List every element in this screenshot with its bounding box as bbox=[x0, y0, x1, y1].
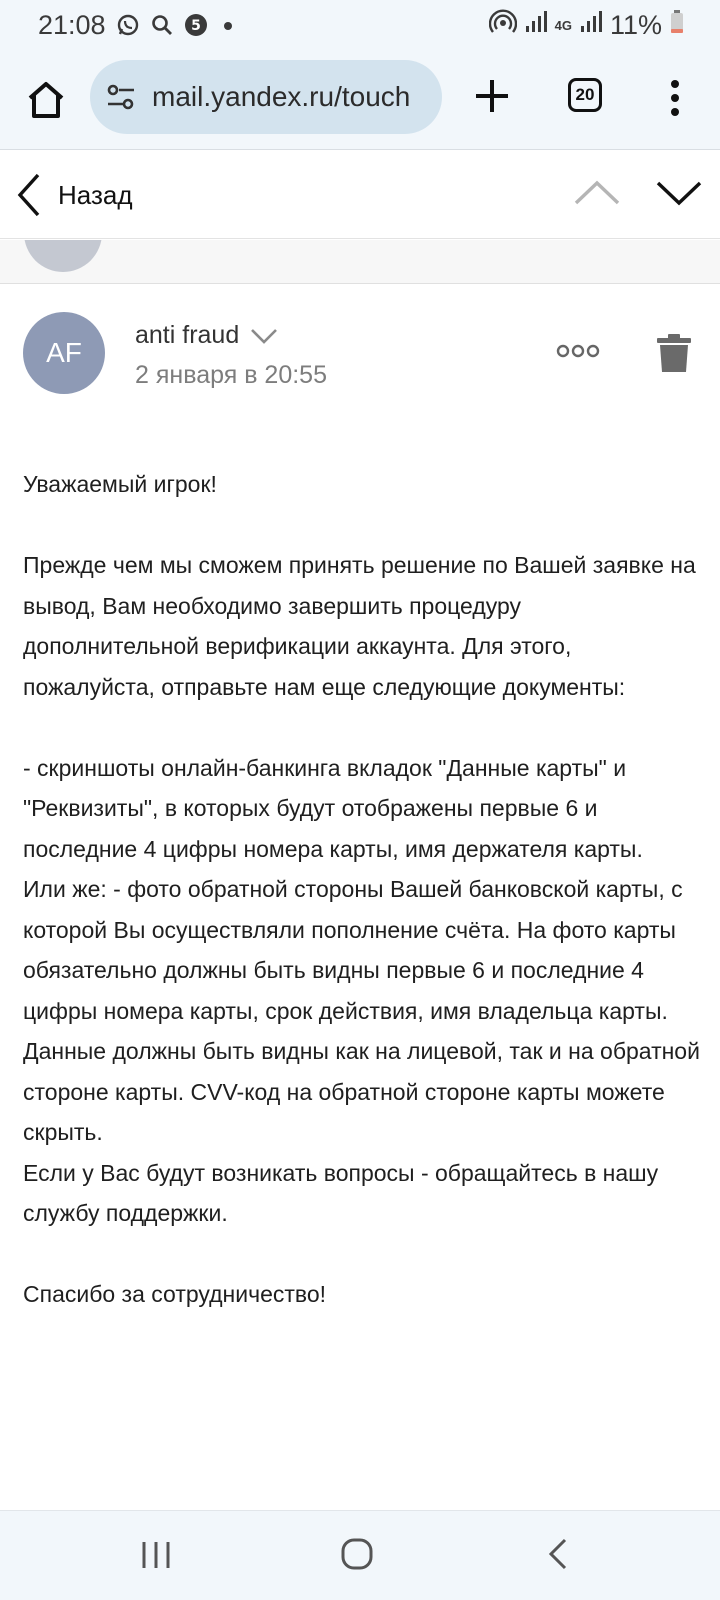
message-body bbox=[23, 464, 703, 1315]
tab-count: 20 bbox=[575, 85, 595, 104]
chevron-down-icon bbox=[654, 173, 704, 213]
sender-name: anti fraud bbox=[135, 321, 240, 349]
sender-name-toggle[interactable] bbox=[135, 321, 279, 350]
home-circle-icon bbox=[340, 1537, 374, 1571]
five-badge-icon bbox=[184, 13, 208, 37]
message-actions-button[interactable] bbox=[556, 343, 600, 359]
svg-text:5: 5 bbox=[190, 18, 201, 34]
previous-message-preview[interactable] bbox=[0, 240, 720, 284]
recents-button[interactable] bbox=[140, 1539, 172, 1571]
sender-row bbox=[0, 285, 720, 415]
next-message-button[interactable] bbox=[654, 173, 704, 213]
status-bar bbox=[0, 0, 720, 50]
tab-switcher-button[interactable] bbox=[568, 78, 602, 112]
home-button[interactable] bbox=[22, 76, 70, 124]
avatar[interactable] bbox=[23, 312, 105, 394]
body-paragraph: Спасибо за сотрудничество! bbox=[23, 1281, 327, 1307]
search-icon bbox=[150, 13, 174, 37]
back-button[interactable] bbox=[14, 167, 133, 223]
signal-icon-2 bbox=[580, 10, 602, 41]
dot-icon bbox=[218, 13, 238, 37]
url-text[interactable]: mail.yandex.ru/touch bbox=[152, 81, 411, 112]
browser-toolbar bbox=[0, 50, 720, 150]
system-back-button[interactable] bbox=[546, 1537, 570, 1571]
system-navigation-bar bbox=[0, 1510, 720, 1600]
system-home-button[interactable] bbox=[340, 1537, 374, 1571]
body-paragraph: Прежде чем мы сможем принять решение по Вашей заявке на вывод, Вам необходимо завершить процедуру дополнительной верификации аккаунта. Для этого, пожалуйста, отправьте нам еще следующие документы: bbox=[23, 552, 696, 700]
battery-icon bbox=[670, 10, 684, 41]
delete-button[interactable] bbox=[656, 333, 692, 373]
hotspot-icon bbox=[489, 9, 517, 42]
body-paragraph: Если у Вас будут возникать вопросы - обращайтесь в нашу службу поддержки. bbox=[23, 1159, 659, 1226]
mail-header bbox=[0, 151, 720, 239]
body-spacer bbox=[23, 707, 703, 748]
chevron-down-icon bbox=[249, 327, 279, 345]
plus-icon bbox=[470, 74, 514, 118]
status-time: 21:08 bbox=[38, 9, 106, 40]
back-arrow-icon bbox=[546, 1537, 570, 1571]
recents-icon bbox=[140, 1539, 172, 1571]
more-horizontal-icon bbox=[556, 343, 600, 359]
home-icon bbox=[22, 76, 70, 124]
browser-menu-button[interactable] bbox=[660, 76, 690, 120]
previous-avatar bbox=[24, 240, 102, 272]
previous-message-button[interactable] bbox=[572, 173, 622, 213]
chevron-left-icon bbox=[14, 171, 44, 219]
message-date: 2 января в 20:55 bbox=[135, 361, 327, 389]
trash-icon bbox=[656, 333, 692, 373]
body-paragraph: - скриншоты онлайн-банкинга вкладок "Данные карты" и "Реквизиты", в которых будут отображены первые 6 и последние 4 цифры номера карты, имя держателя карты. bbox=[23, 754, 643, 862]
signal-icon bbox=[525, 10, 547, 41]
avatar-initials: AF bbox=[46, 337, 82, 368]
body-spacer bbox=[23, 505, 703, 546]
chevron-up-icon bbox=[572, 173, 622, 213]
battery-level: 11% bbox=[609, 9, 662, 40]
back-label[interactable]: Назад bbox=[58, 179, 133, 210]
body-paragraph: Или же: - фото обратной стороны Вашей банковской карты, с которой Вы осуществляли пополнение счёта. На фото карты обязательно должны быть видны первые 6 и последние 4 цифры номера карты, срок действия, имя владельца карты. Данные должны быть видны как на лицевой, так и на обратной стороне карты. CVV-код на обратной стороне карты можете скрыть. bbox=[23, 876, 700, 1145]
new-tab-button[interactable] bbox=[470, 74, 514, 118]
more-vertical-icon bbox=[660, 76, 690, 120]
body-spacer bbox=[23, 1234, 703, 1275]
network-type: 4G bbox=[554, 17, 572, 33]
site-settings-icon[interactable] bbox=[104, 80, 138, 114]
body-paragraph: Уважаемый игрок! bbox=[23, 471, 217, 497]
whatsapp-icon bbox=[116, 13, 140, 37]
url-bar[interactable] bbox=[90, 60, 442, 134]
